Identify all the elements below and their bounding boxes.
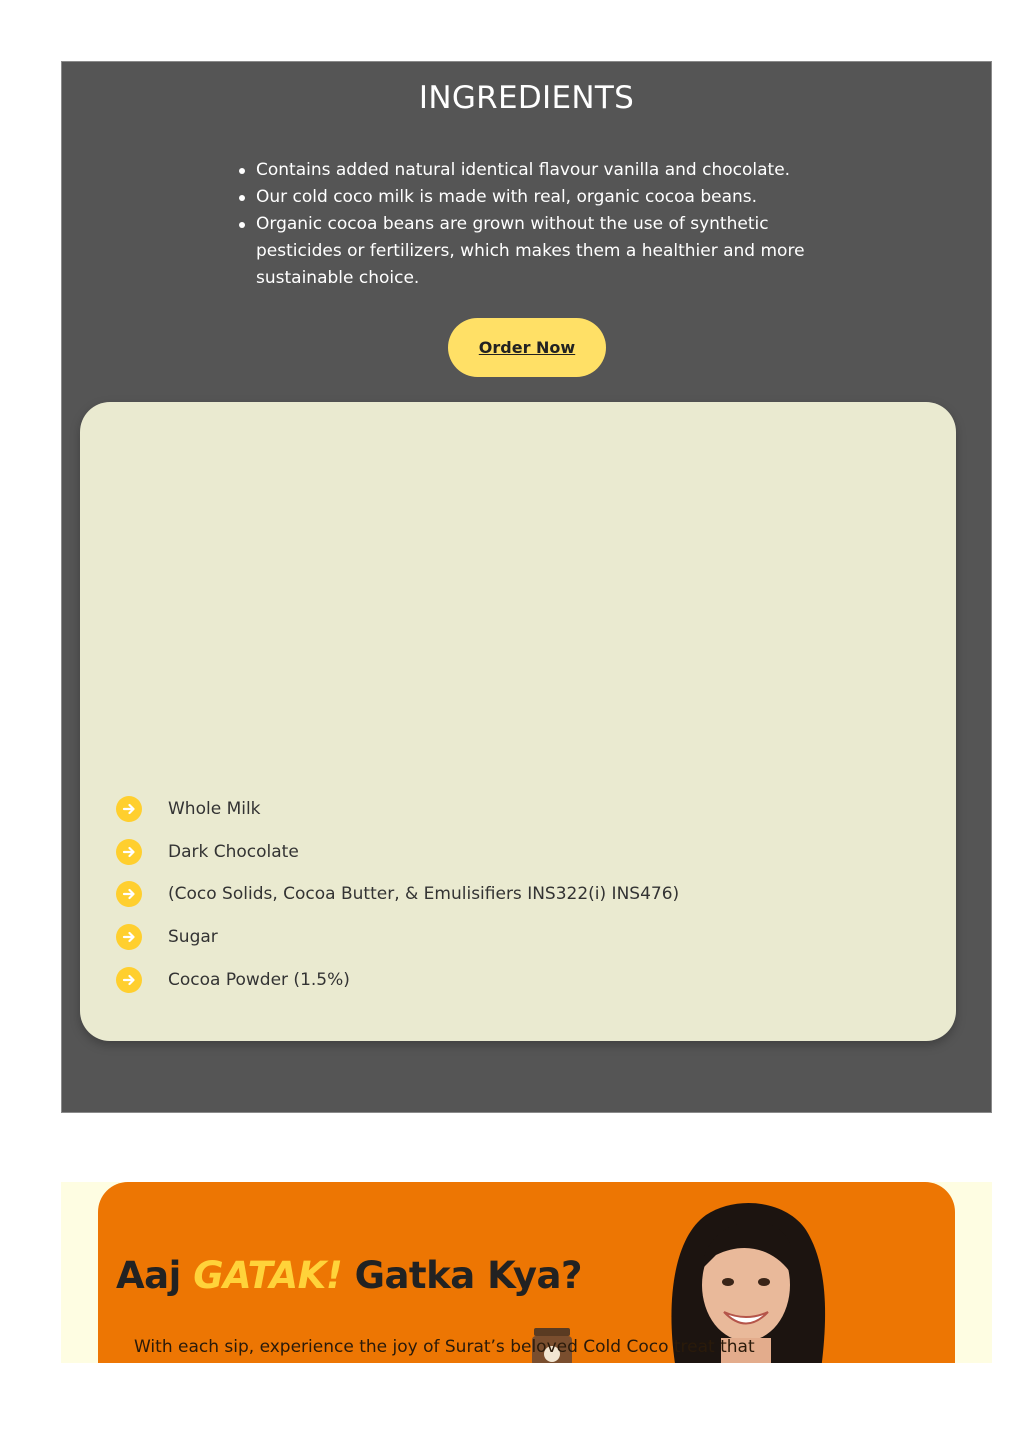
ingredients-section xyxy=(61,61,992,1113)
ingredient-item-label: Whole Milk xyxy=(168,799,261,820)
ingredient-item-label: Dark Chocolate xyxy=(168,841,299,862)
promo-card xyxy=(98,1182,955,1363)
arrow-right-circle-icon xyxy=(116,839,142,865)
arrow-right-circle-icon xyxy=(116,967,142,993)
order-now-button[interactable]: Order Now xyxy=(448,318,606,377)
ingredients-point: Our cold coco milk is made with real, organic cocoa beans. xyxy=(256,184,856,211)
ingredient-item-label: Sugar xyxy=(168,927,218,948)
ingredient-item-label: (Coco Solids, Cocoa Butter, & Emulisifiers INS322(i) INS476) xyxy=(168,884,680,905)
promo-heading-start: Aaj xyxy=(116,1254,181,1297)
arrow-right-circle-icon xyxy=(116,796,142,822)
arrow-right-circle-icon xyxy=(116,881,142,907)
ingredients-points-list xyxy=(256,157,856,292)
arrow-right-circle-icon xyxy=(116,924,142,950)
promo-heading-end: Gatka Kya? xyxy=(354,1254,582,1297)
promo-heading-accent: GATAK! xyxy=(193,1254,343,1297)
ingredients-point: Organic cocoa beans are grown without the use of synthetic pesticides or fertilizers, which makes them a healthier and more sustainable choice. xyxy=(256,211,856,292)
ingredient-item xyxy=(116,873,679,916)
ingredient-item xyxy=(116,788,679,831)
ingredient-item-label: Cocoa Powder (1.5%) xyxy=(168,969,350,990)
ingredients-point: Contains added natural identical flavour vanilla and chocolate. xyxy=(256,157,856,184)
promo-heading xyxy=(116,1254,582,1297)
promo-section xyxy=(61,1182,992,1363)
ingredient-card xyxy=(80,402,956,1041)
ingredients-title: INGREDIENTS xyxy=(418,80,635,116)
ingredient-items-list xyxy=(116,788,679,1001)
ingredient-item xyxy=(116,831,679,874)
ingredient-item xyxy=(116,916,679,959)
ingredient-item xyxy=(116,958,679,1001)
promo-text: With each sip, experience the joy of Surat’s beloved Cold Coco treat that xyxy=(134,1337,755,1357)
